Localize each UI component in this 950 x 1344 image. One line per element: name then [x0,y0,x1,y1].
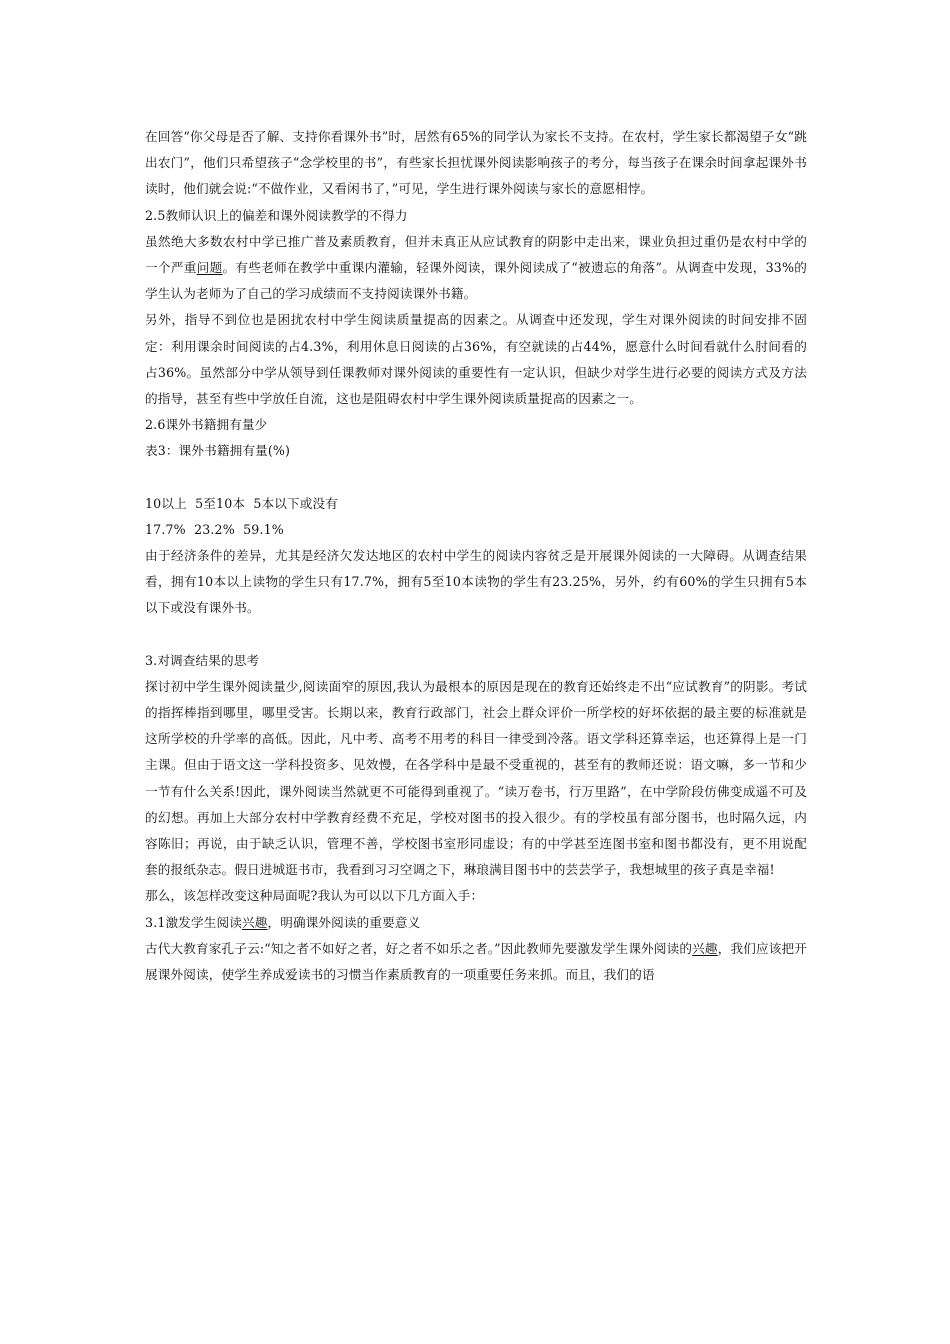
paragraph-parent-support: 在回答“你父母是否了解、支持你看课外书”时，居然有65%的同学认为家长不支持。在农村，学生家长都渴望子女“跳出农门”，他们只希望孩子“念学校里的书”，有些家长担忧课外阅读影响孩子的考分，每当孩子在课余时间拿起课外书读时，他们就会说:“不做作业，又看闲书了，”可见，学生进行课外阅读与家长的意愿相悖。 [145,129,807,197]
spacer [145,622,807,648]
heading-3: 3.对调查结果的思考 [145,652,260,668]
interest-link[interactable]: 兴趣 [692,940,718,956]
paragraph-guidance: 另外，指导不到位也是困扰农村中学生阅读质量提高的因素之。从调查中还发现，学生对课外阅读的时间安排不固定：利用课余时间阅读的占4.3%，利用休息日阅读的占36%，有空就读的占44%，愿意什么时间看就什么肘间看的占36%。虽然部分中学从领导到任课教师对课外阅读的重要性有一定认识，但缺少对学生进行必要的阅读方式及方法的指导，甚至有些中学放任自流，这也是阻碍农村中学生课外阅读质量捉高的因素之一。 [145,312,807,407]
paragraph-economic: 由于经济条件的差异，尤其是经济欠发达地区的农村中学生的阅读内容贫乏是开展课外阅读的一大障碍。从调查结果看，拥有10本以上读物的学生只有17.7%，拥有5至10本读物的学生有23.25%，另外，约有60%的学生只拥有5本以下或没有课外书。 [145,548,807,616]
spacer [145,465,807,491]
heading-text: 3.1激发学生阅读 [145,914,242,930]
heading-2-6: 2.6课外书籍拥有量少 [145,417,268,433]
heading-2-5: 2.5教师认识上的偏差和课外阅读教学的不得力 [145,207,408,223]
heading-3-1 [145,910,807,936]
paragraph-text: 虽然绝大多数农村中学已推广普及素质教育，但并未真正从应试教育的阴影中走出来，课业负担过重仍是农村中学的一个严重 [145,233,807,276]
paragraph-text: 古代大教育家孔子云:“知之者不如好之者，好之者不如乐之者。”因此教师先要激发学生课外阅读的 [145,940,693,956]
paragraph-teacher-bias [145,229,807,308]
paragraph-text: ，我们应该把开展课外阅读，使学生养成爱读书的习惯当作素质教育的一项重要任务来抓。而且，我们的语 [145,940,807,983]
paragraph-text: 。有些老师在教学中重课内灌输，轻课外阅读，课外阅读成了“被遗忘的角落”。从调查中发现，33%的学生认为老师为了自己的学习成绩而不支持阅读课外书籍。 [145,260,807,302]
document-body [145,124,807,988]
paragraph-how-to-change: 那么，该怎样改变这种局面呢?我认为可以以下几方面入手： [145,888,484,904]
heading-text: ，明确课外阅读的重要意义 [267,914,421,930]
interest-link[interactable]: 兴趣 [241,914,268,930]
paragraph-exam-education: 探讨初中学生课外阅读量少,阅读面窄的原因,我认为最根本的原因是现在的教育还始终走不出“应试教育”的阴影。考试的指挥棒指到哪里，哪里受害。长期以来，教育行政部门，社会上群众评价一所学校的好坏依据的最主要的标准就是这所学校的升学率的高低。因此，凡中考、高考不用考的科目一律受到冷落。语文学科还算幸运，也还算得上是一门主课。但由于语文这一学科投资多、见效慢，在各学科中是最不受重视的，甚至有的教师还说：语文嘛，多一节和少一节有什么关系!因此，课外阅读当然就更不可能得到重视了。“读万卷书，行万里路”，在中学阶段仿佛变成遥不可及的幻想。再加上大部分农村中学教育经费不充足，学校对图书的投入很少。有的学校虽有部分图书，也时隔久远，内容陈旧；再说，由于缺乏认识，管理不善，学校图书室形同虚设；有的中学甚至连图书室和图书都没有，更不用说配套的报纸杂志。假日进城逛书市，我看到习习空调之下，琳琅满目图书中的芸芸学子，我想城里的孩子真是幸福! [145,678,807,878]
table-header-row: 10以上 5至10本 5本以下或没有 [145,495,339,511]
problem-link[interactable]: 问题 [196,260,223,276]
table-caption: 表3：课外书籍拥有量(%) [145,443,291,459]
paragraph-confucius [145,936,807,988]
table-values-row: 17.7% 23.2% 59.1% [145,521,284,537]
